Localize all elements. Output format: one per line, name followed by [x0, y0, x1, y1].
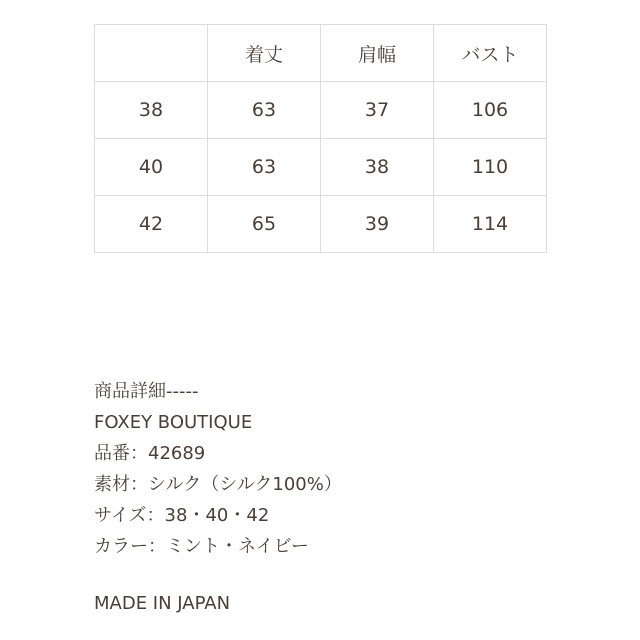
product-number: 品番：42689 [94, 443, 206, 464]
product-details [94, 376, 342, 562]
size-table-cell: 106 [434, 82, 547, 139]
size-table-cell: 38 [321, 139, 434, 196]
brand-name: FOXEY BOUTIQUE [94, 412, 253, 433]
size-table-cell: 114 [434, 196, 547, 253]
size-table-cell: 39 [321, 196, 434, 253]
size-table-header-cell: 着丈 [208, 25, 321, 82]
size-table [94, 24, 547, 253]
size-table-row [95, 82, 547, 139]
colors: カラー：ミント・ネイビー [94, 536, 309, 557]
size-table-cell: 37 [321, 82, 434, 139]
size-table-cell: 42 [95, 196, 208, 253]
size-table-row [95, 139, 547, 196]
size-table-cell: 63 [208, 139, 321, 196]
size-table-header-cell: 肩幅 [321, 25, 434, 82]
size-table-cell: 40 [95, 139, 208, 196]
sizes: サイズ：38・40・42 [94, 505, 270, 526]
size-table-header-cell [95, 25, 208, 82]
size-table-cell: 65 [208, 196, 321, 253]
origin-label: MADE IN JAPAN [94, 593, 231, 614]
material: 素材：シルク（シルク100%） [94, 474, 342, 495]
size-table-header-row [95, 25, 547, 82]
size-table-cell: 63 [208, 82, 321, 139]
size-table-cell: 110 [434, 139, 547, 196]
size-table-cell: 38 [95, 82, 208, 139]
size-table-header-cell: バスト [434, 25, 547, 82]
details-heading: 商品詳細----- [94, 381, 199, 402]
size-table-row [95, 196, 547, 253]
